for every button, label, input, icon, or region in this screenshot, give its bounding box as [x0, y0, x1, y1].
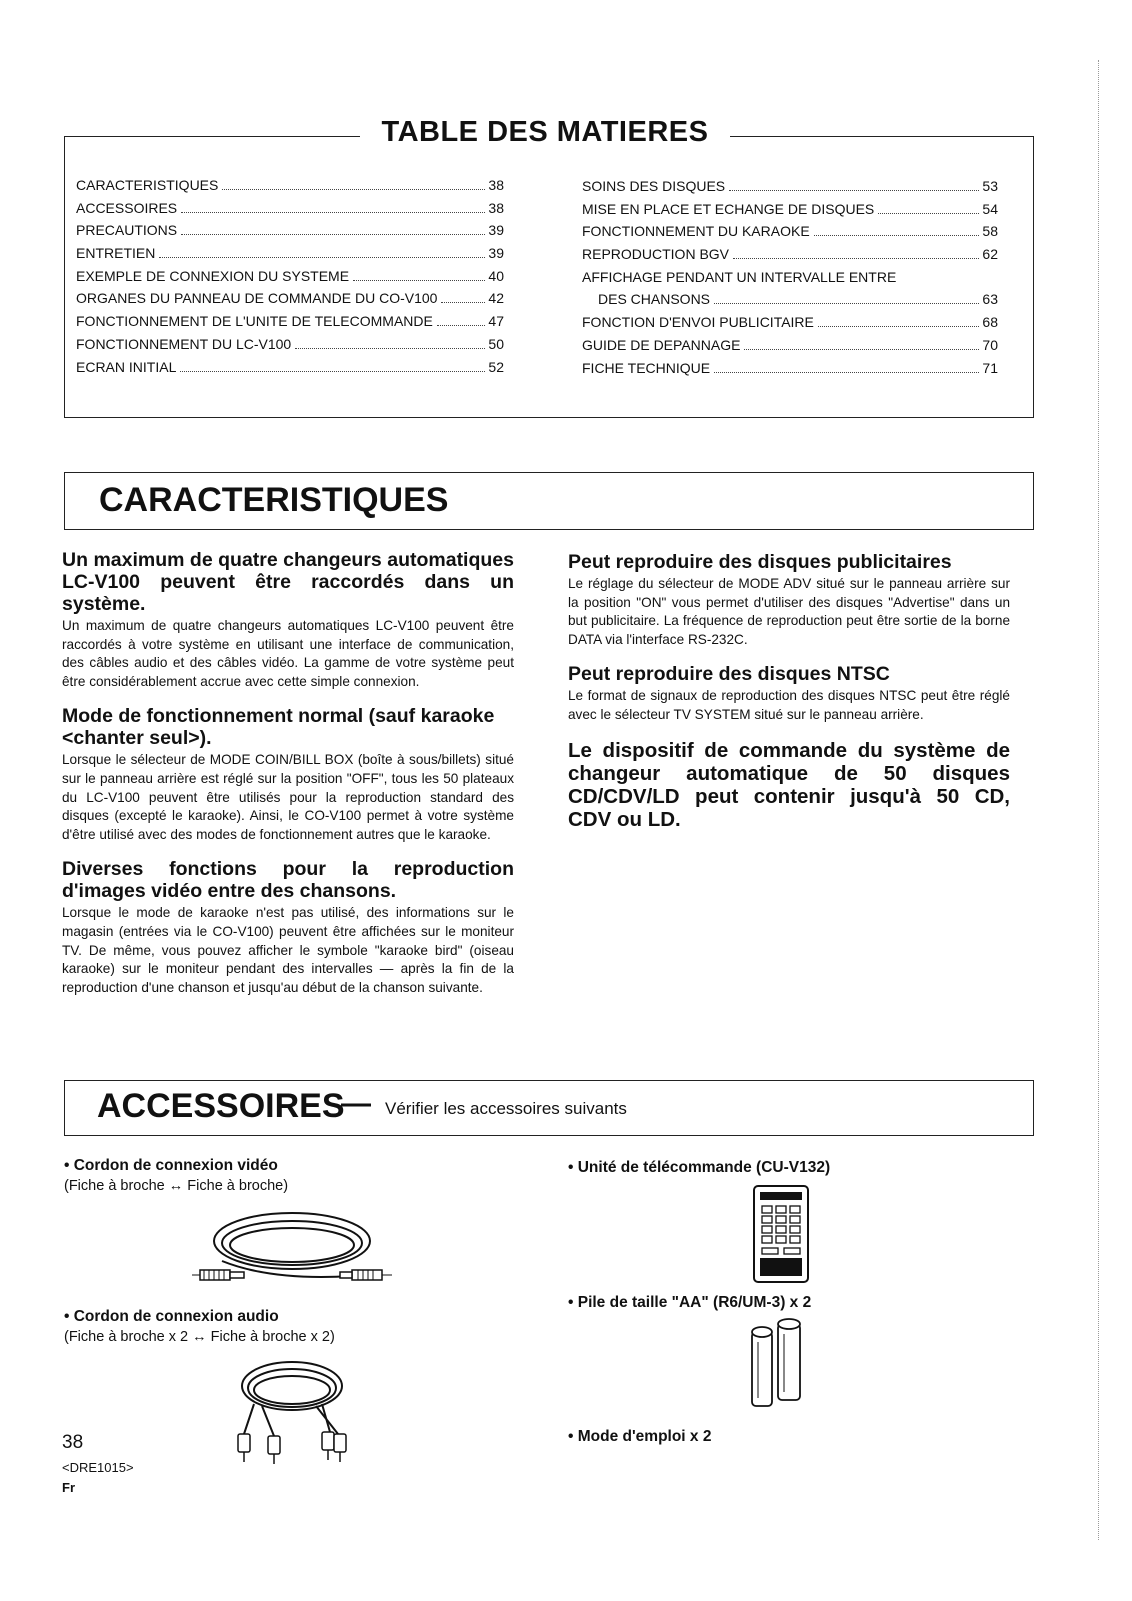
toc-entry-label: ORGANES DU PANNEAU DE COMMANDE DU CO-V100 [76, 290, 438, 307]
toc-entry-label: SOINS DES DISQUES [582, 178, 726, 194]
toc-leader [441, 302, 485, 303]
toc-entry-label: AFFICHAGE PENDANT UN INTERVALLE ENTRE [582, 268, 897, 285]
features-right-column [568, 551, 1010, 831]
page-number: 38 [62, 1432, 84, 1453]
accessory-audio-cable-name: • Cordon de connexion audio [64, 1308, 279, 1326]
toc-entry-page: 71 [982, 359, 998, 376]
feature-body: Lorsque le sélecteur de MODE COIN/BILL BOX (boîte à sous/billets) situé sur le panneau arrière est réglé sur la position "OFF", tous les 50 plateaux du LC-V100 peuvent être utilisés pour la reproduction standard des disques (excepté le karaoke). Ainsi, le CO-V100 permet à votre système d'être utilisé avec des modes de fonctionnement autres que le karaoke. [62, 752, 514, 842]
toc-entry-page: 70 [982, 336, 998, 353]
toc-leader [295, 348, 485, 349]
toc-entry-label: FICHE TECHNIQUE [582, 359, 711, 376]
toc-entry[interactable] [76, 222, 504, 245]
toc-entry-page: 39 [488, 222, 504, 239]
language-code: Fr [62, 1480, 75, 1495]
toc-leader [818, 326, 980, 327]
toc-entry-page: 50 [488, 335, 504, 352]
toc-entry-page: 68 [982, 314, 998, 331]
audio-cable-icon [222, 1356, 362, 1468]
features-left-column [62, 549, 514, 997]
toc-entry-label: ECRAN INITIAL [76, 358, 177, 375]
toc-leader [181, 212, 485, 213]
page-edge-line [1098, 60, 1099, 1540]
feature-heading: Diverses fonctions pour la reproduction d'images vidéo entre des chansons. [62, 858, 514, 903]
toc-entry[interactable] [582, 314, 998, 337]
document-code: <DRE1015> [62, 1460, 134, 1475]
accessory-video-cable-detail: (Fiche à broche ↔ Fiche à broche) [64, 1178, 289, 1194]
toc-entry-page: 38 [488, 177, 504, 193]
toc-entry-page: 52 [488, 358, 504, 375]
toc-entry-label: ENTRETIEN [76, 245, 156, 262]
toc-leader [878, 213, 979, 214]
toc-entry[interactable] [76, 290, 504, 313]
toc-entry-label: DES CHANSONS [598, 291, 711, 308]
toc-entry-page: 62 [982, 246, 998, 263]
accessory-video-cable-name: • Cordon de connexion vidéo [64, 1157, 278, 1175]
toc-entry-label: MISE EN PLACE ET ECHANGE DE DISQUES [582, 200, 875, 217]
feature-heading: Un maximum de quatre changeurs automatiques LC-V100 peuvent être raccordés dans un système. [62, 549, 514, 615]
toc-title: TABLE DES MATIERES [360, 116, 730, 149]
battery-icon [746, 1318, 812, 1410]
toc-entry-label: GUIDE DE DEPANNAGE [582, 336, 741, 353]
toc-entry-label: PRECAUTIONS [76, 222, 178, 239]
toc-entry[interactable] [76, 313, 504, 336]
accessories-dash: — [341, 1087, 371, 1120]
toc-entry[interactable] [76, 336, 504, 359]
toc-entry[interactable] [582, 337, 998, 360]
feature-body: Lorsque le mode de karaoke n'est pas utilisé, des informations sur le magasin (entrées via le CO-V100) peuvent être affichées sur le moniteur TV. De même, vous pouvez afficher le symbole "karaoke bird" (oiseau karaoke) sur le moniteur pendant des intervalles — après la fin de la reproduction d'une chanson et jusqu'au début de la chanson suivante. [62, 905, 514, 995]
feature-heading: Peut reproduire des disques publicitaires [568, 551, 952, 573]
video-cable-icon [192, 1206, 402, 1288]
toc-left-column [76, 177, 504, 381]
toc-leader [714, 303, 979, 304]
accessories-title: ACCESSOIRES [97, 1087, 345, 1125]
toc-entry-label: FONCTION D'ENVOI PUBLICITAIRE [582, 314, 814, 331]
feature-heading: Mode de fonctionnement normal (sauf karaoke <chanter seul>). [62, 705, 495, 750]
accessory-audio-cable-detail: (Fiche à broche x 2 ↔ Fiche à broche x 2) [64, 1329, 335, 1345]
toc-entry[interactable] [582, 291, 998, 314]
toc-leader [181, 234, 485, 235]
toc-entry[interactable] [582, 178, 998, 201]
toc-leader [814, 235, 980, 236]
toc-leader [353, 280, 485, 281]
toc-leader [733, 258, 979, 259]
accessories-header-box [64, 1080, 1034, 1136]
toc-leader [180, 371, 485, 372]
toc-entry[interactable] [76, 200, 504, 223]
feature-body: Le réglage du sélecteur de MODE ADV situé sur le panneau arrière sur la position "ON" vous permet d'utiliser des disques "Advertise" dans un but publicitaire. La fréquence de reproduction peut être sortie de la borne DATA via l'interface RS-232C. [568, 576, 1010, 647]
toc-entry[interactable] [582, 246, 998, 269]
toc-entry-label: EXEMPLE DE CONNEXION DU SYSTEME [76, 267, 350, 284]
toc-entry-page: 38 [488, 199, 504, 216]
toc-leader [744, 349, 979, 350]
toc-entry-label: FONCTIONNEMENT DE L'UNITE DE TELECOMMANDE [76, 313, 433, 330]
features-title: CARACTERISTIQUES [99, 481, 449, 519]
toc-entry-page: 54 [982, 200, 998, 217]
feature-body: Le format de signaux de reproduction des disques NTSC peut être réglé avec le sélecteur TV SYSTEM situé sur le panneau arrière. [568, 688, 1010, 722]
features-header-box [64, 472, 1034, 530]
toc-right-column [582, 178, 998, 382]
toc-entry-page: 63 [982, 291, 998, 308]
toc-entry[interactable] [582, 360, 998, 383]
toc-entry[interactable] [582, 201, 998, 224]
feature-heading: Peut reproduire des disques NTSC [568, 663, 890, 686]
toc-entry-label: FONCTIONNEMENT DU LC-V100 [76, 335, 292, 352]
feature-body: Un maximum de quatre changeurs automatiques LC-V100 peuvent être raccordés à votre système en utilisant une interface de communication, des câbles audio et des câbles vidéo. La gamme de votre système peut être considérablement accrue avec cette simple connexion. [62, 618, 514, 689]
toc-entry[interactable] [582, 269, 998, 292]
toc-entry[interactable] [76, 268, 504, 291]
toc-leader [729, 190, 979, 191]
toc-entry-label: FONCTIONNEMENT DU KARAOKE [582, 223, 810, 240]
toc-entry-label: ACCESSOIRES [76, 199, 178, 216]
toc-leader [714, 372, 979, 373]
toc-entry-label: CARACTERISTIQUES [76, 177, 219, 193]
toc-entry-page: 40 [488, 267, 504, 284]
feature-heading: Le dispositif de commande du système de changeur automatique de 50 disques CD/CDV/LD peut contenir jusqu'à 50 CD, CDV ou LD. [568, 738, 1010, 831]
accessories-subtitle: Vérifier les accessoires suivants [385, 1099, 627, 1118]
toc-leader [159, 257, 485, 258]
accessory-manual-name: • Mode d'emploi x 2 [568, 1428, 711, 1446]
toc-leader [222, 189, 485, 190]
toc-entry-page: 47 [488, 313, 504, 330]
toc-entry[interactable] [582, 223, 998, 246]
toc-entry[interactable] [76, 245, 504, 268]
accessory-battery-name: • Pile de taille "AA" (R6/UM-3) x 2 [568, 1294, 811, 1312]
toc-entry[interactable] [76, 177, 504, 200]
accessory-remote-name: • Unité de télécommande (CU-V132) [568, 1159, 830, 1177]
remote-control-icon [752, 1184, 810, 1284]
toc-entry-label: REPRODUCTION BGV [582, 246, 730, 263]
toc-leader [437, 325, 486, 326]
toc-entry-page: 42 [488, 290, 504, 307]
toc-entry[interactable] [76, 359, 504, 382]
toc-entry-page: 53 [982, 178, 998, 194]
toc-entry-page: 58 [982, 223, 998, 240]
toc-entry-page: 39 [488, 245, 504, 262]
